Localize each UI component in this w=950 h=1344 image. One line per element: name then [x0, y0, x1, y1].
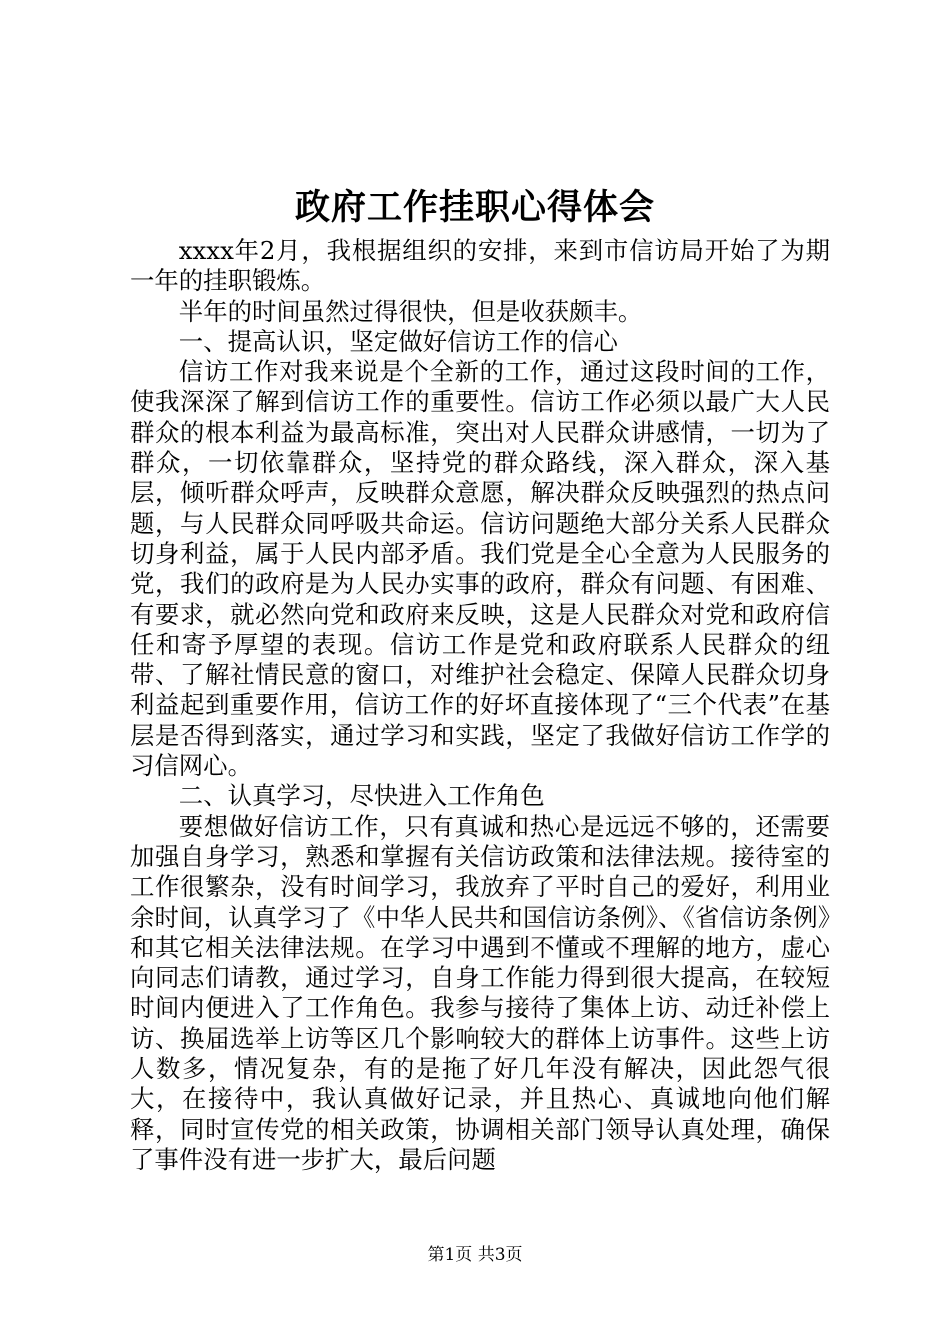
paragraph-summary: 半年的时间虽然过得很快，但是收获颇丰。 — [178, 296, 643, 326]
paragraph-section-1: 信访工作对我来说是个全新的工作，通过这段时间的工作，使我深深了解到信访工作的重要性。信访工作必须以最广大人民群众的根本利益为最高标准，突出对人民群众讲感情，一切为了群众，一切依靠群众，坚持党的群众路线，深入群众，深入基层，倾听群众呼声，反映群众意愿，解决群众反映强烈的热点问题，与人民群众同呼吸共命运。信访问题绝大部分关系人民群众切身利益，属于人民内部矛盾。我们党是全心全意为人民服务的党，我们的政府是为人民办实事的政府，群众有问题、有困难、有要求，就必然向党和政府来反映，这是人民群众对党和政府信任和寄予厚望的表现。信访工作是党和政府联系人民群众的纽带、了解社情民意的窗口，对维护社会稳定、保障人民群众切身利益起到重要作用，信访工作的好坏直接体现了“三个代表”在基层是否得到落实，通过学习和实践，坚定了我做好信访工作学的习信网心。 — [130, 357, 830, 781]
paragraph-intro: xxxx年2月，我根据组织的安排，来到市信访局开始了为期一年的挂职锻炼。 — [130, 236, 830, 296]
section-heading-1: 一、提高认识，坚定做好信访工作的信心 — [178, 326, 618, 356]
paragraph-section-2: 要想做好信访工作，只有真诚和热心是远远不够的，还需要加强自身学习，熟悉和掌握有关信访政策和法律法规。接待室的工作很繁杂，没有时间学习，我放弃了平时自己的爱好，利用业余时间，认真学习了《中华人民共和国信访条例》、《省信访条例》和其它相关法律法规。在学习中遇到不懂或不理解的地方，虚心向同志们请教，通过学习，自身工作能力得到很大提高，在较短时间内便进入了工作角色。我参与接待了集体上访、动迁补偿上访、换届选举上访等区几个影响较大的群体上访事件。这些上访人数多，情况复杂，有的是拖了好几年没有解决，因此怨气很大，在接待中，我认真做好记录，并且热心、真诚地向他们解释，同时宣传党的相关政策，协调相关部门领导认真处理，确保了事件没有进一步扩大，最后问题 — [130, 811, 830, 1174]
section-heading-2: 二、认真学习，尽快进入工作角色 — [178, 781, 545, 811]
document-body — [130, 236, 830, 1175]
page-footer: 第1页 共3页 — [427, 1245, 523, 1265]
document-title: 政府工作挂职心得体会 — [294, 187, 655, 228]
